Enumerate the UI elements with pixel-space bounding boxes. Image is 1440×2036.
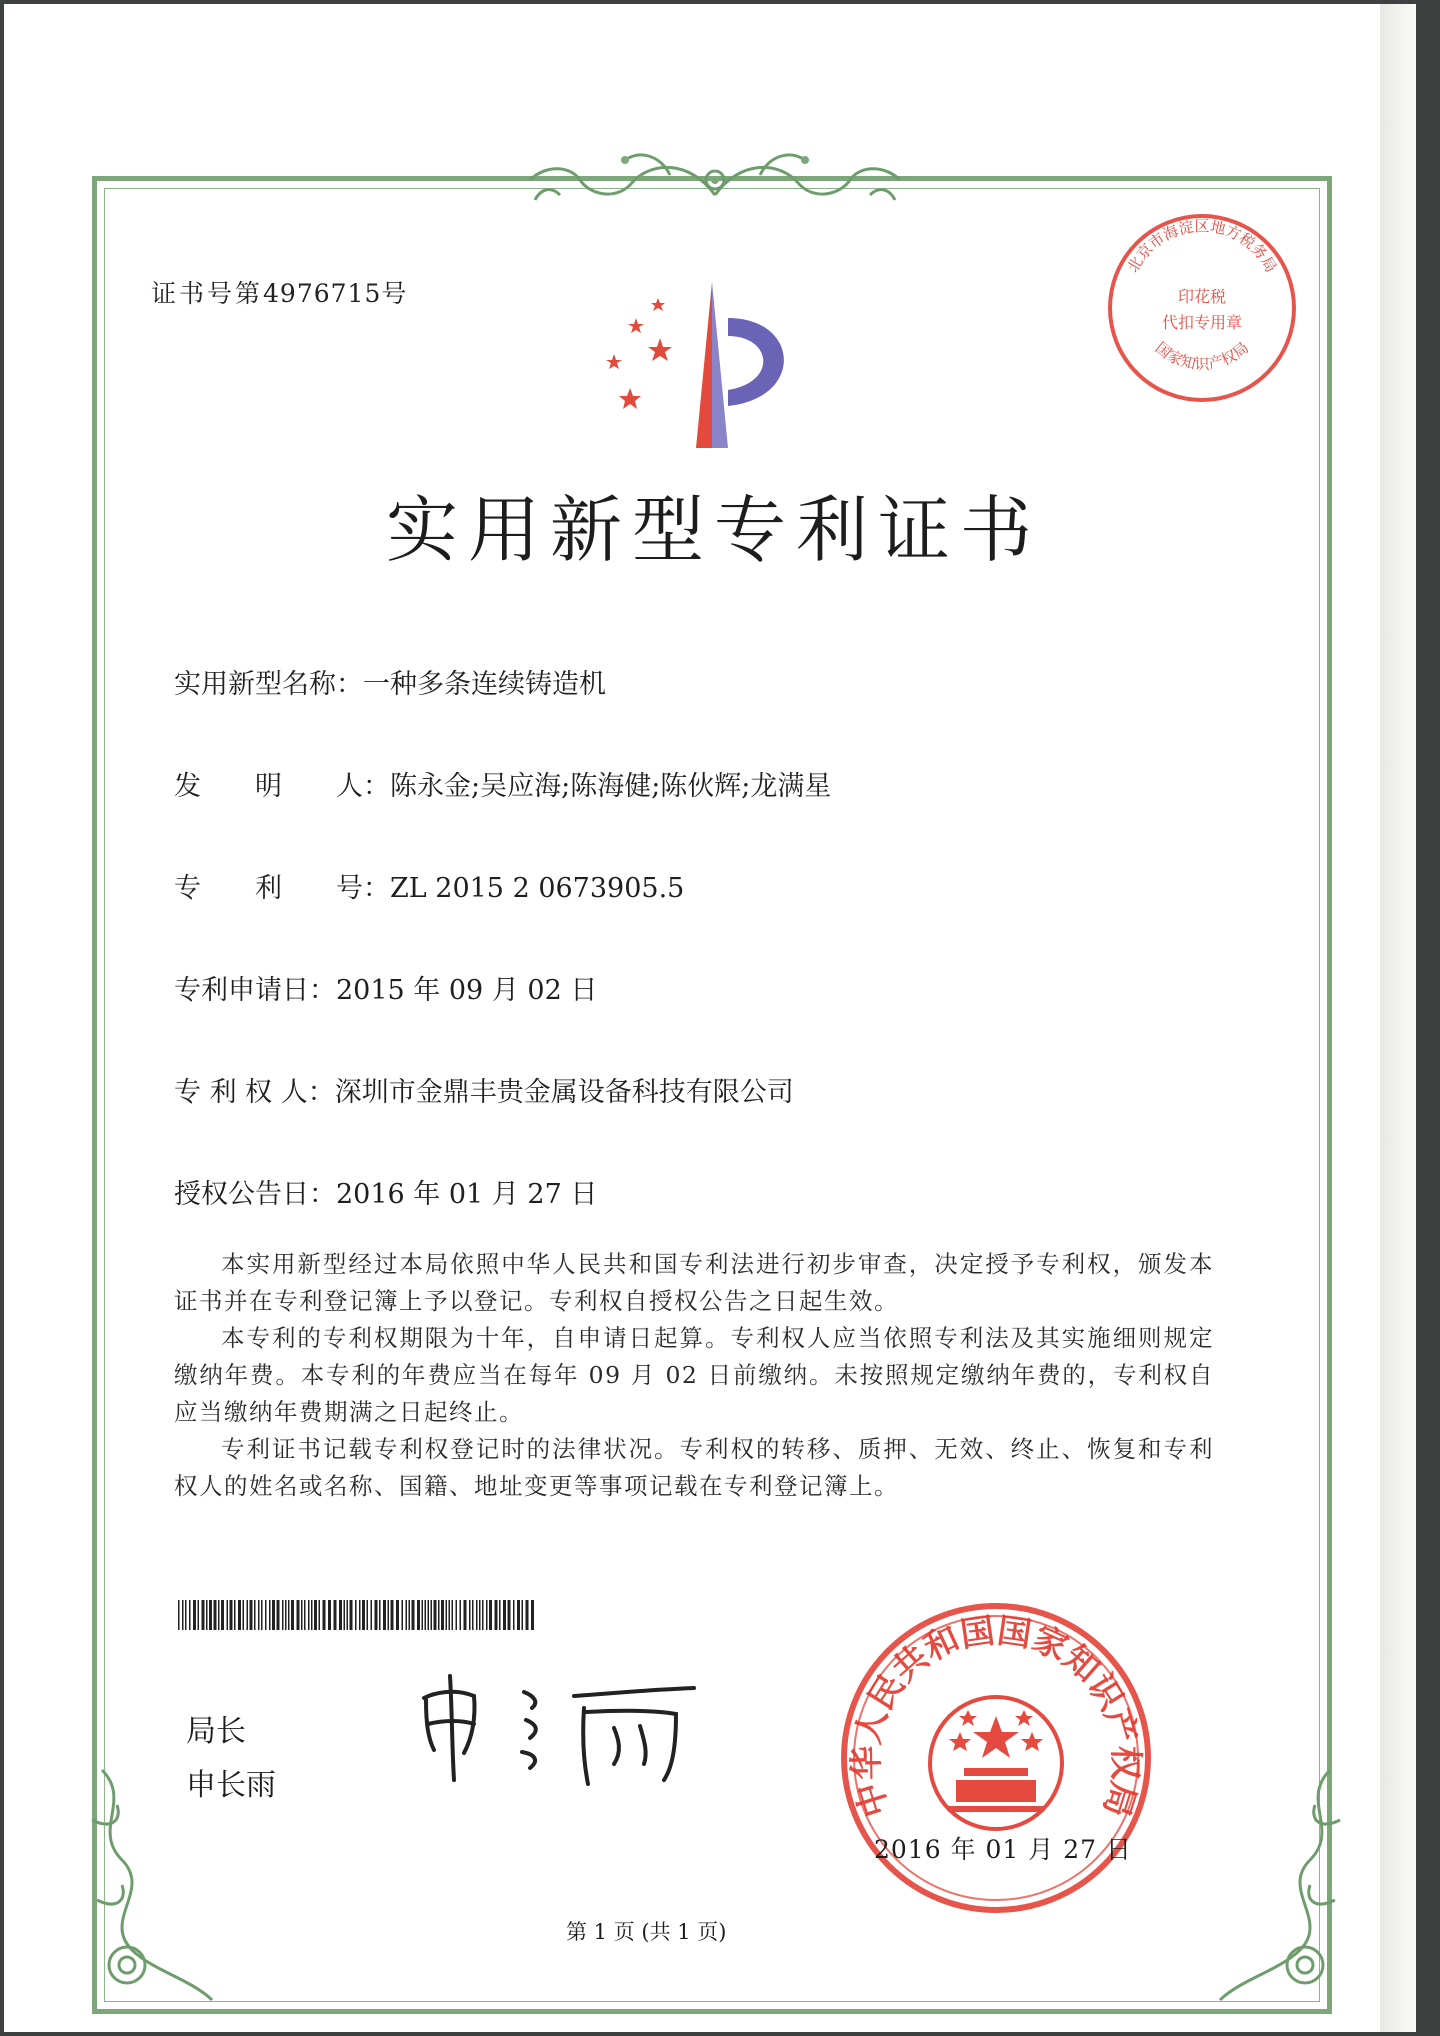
field-label: 专 利 号： [174,873,390,904]
tax-stamp-seal-icon [1104,210,1300,406]
field-label: 专 利 权 人： [174,1077,335,1108]
barcode-bar [513,1600,515,1630]
barcode-icon [178,1600,538,1630]
body-paragraph: 专利证书记载专利权登记时的法律状况。专利权的转移、质押、无效、终止、恢复和专利权人的姓名或名称、国籍、地址变更等事项记载在专利登记簿上。 [174,1435,1214,1500]
barcode-bar [339,1600,342,1630]
barcode-bar [301,1600,303,1630]
barcode-bar [449,1600,451,1630]
field-label: 发 明 人： [174,771,390,802]
barcode-bar [230,1600,233,1630]
barcode-bar [291,1600,294,1630]
field-inventors [174,764,831,803]
barcode-bar [178,1600,180,1630]
barcode-bar [438,1600,440,1630]
svg-text:北京市海淀区地方税务局 [1124,217,1280,275]
barcode-bar [308,1600,310,1630]
barcode-bar [422,1600,424,1630]
barcode-bar [412,1600,415,1630]
barcode-bar [482,1600,484,1630]
barcode-bar [243,1600,245,1630]
barcode-bar [355,1600,357,1630]
barcode-bar [347,1600,349,1630]
barcode-bar [441,1600,444,1630]
barcode-bar [304,1600,306,1630]
barcode-bar [282,1600,284,1630]
barcode-bar [526,1600,529,1630]
barcode-bar [314,1600,317,1630]
barcode-bar [499,1600,501,1630]
certificate-number-label: 证书号第 [151,279,264,308]
barcode-bar [375,1600,378,1630]
body-paragraph: 本专利的专利权期限为十年，自申请日起算。专利权人应当依照专利法及其实施细则规定缴纳年费。本专利的年费应当在每年 09 月 02 日前缴纳。未按照规定缴纳年费的，专利权自应当缴纳年费期满之日起终止。 [174,1324,1214,1426]
barcode-bar [495,1600,498,1630]
field-label: 专利申请日： [174,975,336,1006]
field-patent-number [174,866,684,905]
field-value: 陈永金;吴应海;陈海健;陈伙辉;龙满星 [390,771,832,802]
barcode-bar [359,1600,361,1630]
barcode-bar [417,1600,420,1630]
barcode-bar [328,1600,331,1630]
barcode-bar [285,1600,287,1630]
director-name: 申长雨 [186,1768,276,1803]
barcode-bar [531,1600,534,1630]
state-ipo-seal-icon [836,1598,1156,1918]
barcode-bar [428,1600,430,1630]
barcode-bar [517,1600,520,1630]
barcode-bar [334,1600,337,1630]
barcode-bar [425,1600,427,1630]
barcode-bar [265,1600,267,1630]
barcode-bar [388,1600,390,1630]
field-value: ZL 2015 2 0673905.5 [390,873,685,904]
barcode-bar [288,1600,290,1630]
barcode-bar [379,1600,381,1630]
barcode-bar [247,1600,249,1630]
svg-text:国家知识产权局 [1152,339,1252,374]
barcode-bar [277,1600,280,1630]
barcode-bar [409,1600,411,1630]
barcode-bar [238,1600,241,1630]
barcode-bar [209,1600,212,1630]
barcode-bar [460,1600,462,1630]
barcode-bar [234,1600,236,1630]
page-number: 第 1 页 (共 1 页) [566,1920,727,1944]
barcode-bar [269,1600,271,1630]
scan-shadow [1380,4,1416,2032]
tax-seal-center-line2: 代扣专用章 [1161,313,1243,332]
barcode-bar [391,1600,394,1630]
barcode-bar [261,1600,263,1630]
barcode-bar [383,1600,386,1630]
barcode-bar [431,1600,433,1630]
barcode-bar [193,1600,196,1630]
barcode-bar [189,1600,191,1630]
patent-office-logo-icon [600,278,820,448]
barcode-bar [479,1600,481,1630]
barcode-bar [434,1600,437,1630]
body-paragraph: 本实用新型经过本局依照中华人民共和国专利法进行初步审查，决定授予专利权，颁发本证书并在专利登记簿上予以登记。专利权自授权公告之日起生效。 [174,1250,1214,1315]
barcode-bar [258,1600,260,1630]
director-title: 局长 [186,1714,246,1749]
issue-date: 2016 年 01 月 27 日 [874,1835,1132,1864]
barcode-bar [250,1600,253,1630]
barcode-bar [476,1600,478,1630]
director-signature-icon [414,1668,714,1788]
barcode-bar [350,1600,353,1630]
barcode-bar [319,1600,321,1630]
field-application-date [174,968,597,1007]
barcode-bar [323,1600,326,1630]
barcode-bar [508,1600,511,1630]
certificate-title: 实用新型专利证书 [386,488,1043,572]
field-value: 深圳市金鼎丰贵金属设备科技有限公司 [334,1077,794,1108]
barcode-bar [202,1600,205,1630]
barcode-bar [198,1600,200,1630]
barcode-bar [362,1600,365,1630]
barcode-bar [311,1600,313,1630]
field-label: 授权公告日： [174,1179,336,1210]
barcode-bar [227,1600,229,1630]
state-seal-ring-text: 中华人民共和国国家知识产权局 [846,1610,1146,1822]
barcode-bar [489,1600,492,1630]
tax-seal-bottom-text: 国家知识产权局 [1151,338,1253,374]
barcode-bar [452,1600,454,1630]
barcode-bar [182,1600,184,1630]
barcode-bar [402,1600,404,1630]
tax-seal-ring-text: 北京市海淀区地方税务局 [1123,217,1281,276]
barcode-bar [406,1600,408,1630]
tax-seal-center-line1: 印花税 [1177,287,1227,306]
barcode-bar [486,1600,488,1630]
top-ornament-icon [500,140,930,220]
barcode-bar [367,1600,369,1630]
barcode-bar [272,1600,275,1630]
field-grant-date [174,1172,597,1211]
field-utility-model-name [174,662,606,701]
corner-ornament-icon [1200,1760,1360,2010]
barcode-bar [396,1600,399,1630]
barcode-bar [214,1600,217,1630]
barcode-bar [464,1600,467,1630]
barcode-bar [297,1600,300,1630]
certificate-number [151,274,409,310]
field-value: 一种多条连续铸造机 [363,669,606,700]
body-text [174,1246,1214,1505]
barcode-bar [218,1600,220,1630]
barcode-bar [456,1600,458,1630]
barcode-bar [185,1600,187,1630]
barcode-bar [469,1600,471,1630]
barcode-bar [221,1600,224,1630]
certificate-number-suffix: 号 [381,279,410,308]
certificate-number-value: 4976715 [263,279,382,308]
field-value: 2016 年 01 月 27 日 [336,1179,598,1210]
barcode-bar [344,1600,346,1630]
barcode-bar [206,1600,208,1630]
barcode-bar [446,1600,448,1630]
barcode-bar [522,1600,524,1630]
field-label: 实用新型名称： [174,669,363,700]
barcode-bar [254,1600,256,1630]
barcode-bar [371,1600,373,1630]
field-value: 2015 年 09 月 02 日 [336,975,598,1006]
barcode-bar [472,1600,474,1630]
field-patentee [174,1070,794,1109]
barcode-bar [503,1600,506,1630]
